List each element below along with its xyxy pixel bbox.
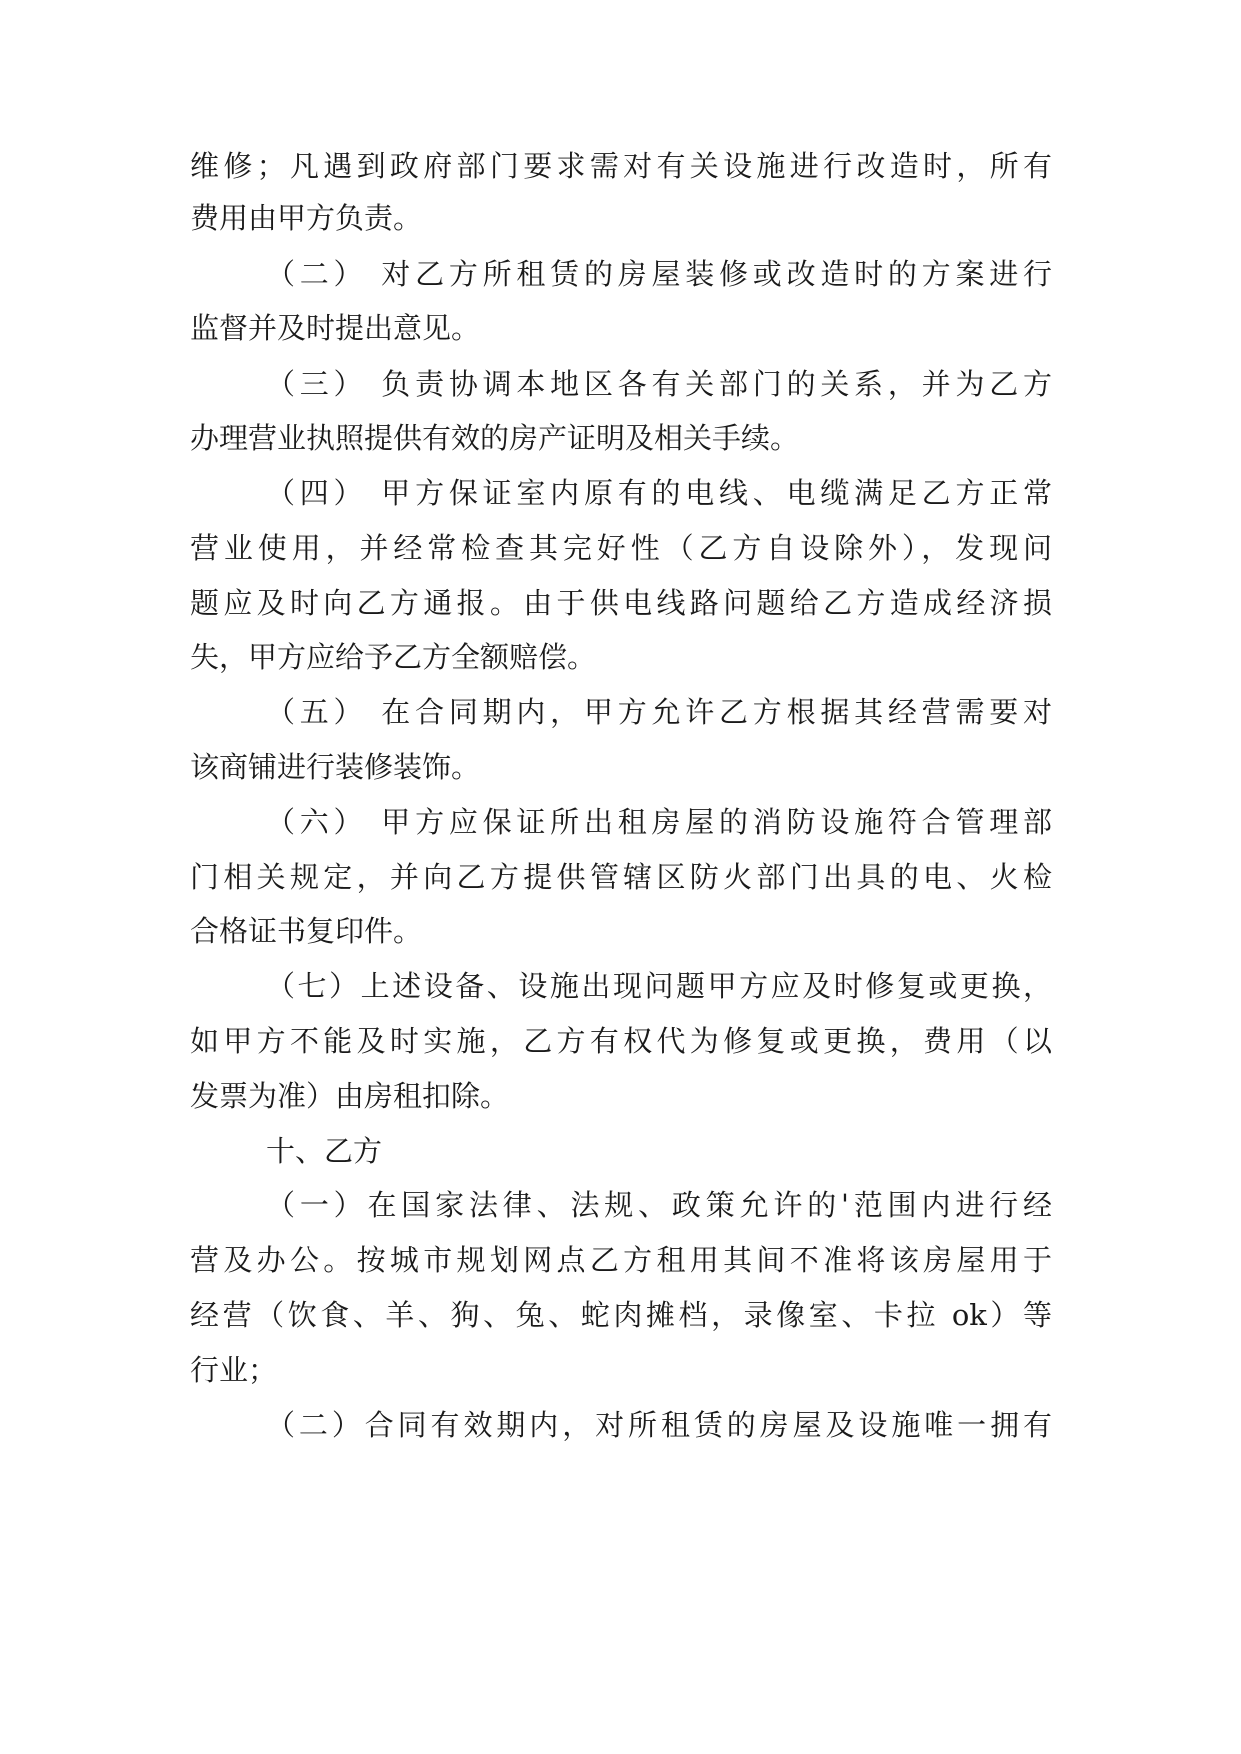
text-line: 营业使用，并经常检查其完好性（乙方自设除外），发现问 [190, 531, 1052, 565]
text-line: 费用由甲方负责。 [190, 201, 423, 235]
text-line: 维修；凡遇到政府部门要求需对有关设施进行改造时，所有 [190, 149, 1052, 183]
text-line: （五） 在合同期内，甲方允许乙方根据其经营需要对 [266, 695, 1052, 729]
text-line: （三） 负责协调本地区各有关部门的关系，并为乙方 [266, 367, 1052, 401]
section-heading: 十、乙方 [266, 1134, 383, 1168]
text-line: （二） 对乙方所租赁的房屋装修或改造时的方案进行 [266, 257, 1052, 291]
text-line: 门相关规定，并向乙方提供管辖区防火部门出具的电、火检 [190, 860, 1052, 894]
text-line: 发票为准）由房租扣除。 [190, 1079, 510, 1113]
text-line: 失，甲方应给予乙方全额赔偿。 [190, 640, 597, 674]
text-line: 办理营业执照提供有效的房产证明及相关手续。 [190, 421, 800, 455]
text-line: （七）上述设备、设施出现问题甲方应及时修复或更换， [266, 969, 1052, 1003]
text-line: 行业； [190, 1353, 278, 1387]
text-line: 经营（饮食、羊、狗、兔、蛇肉摊档，录像室、卡拉 ok）等 [190, 1298, 1052, 1332]
text-line: （二）合同有效期内，对所租赁的房屋及设施唯一拥有 [266, 1408, 1052, 1442]
text-line: 题应及时向乙方通报。由于供电线路问题给乙方造成经济损 [190, 586, 1052, 620]
text-line: 该商铺进行装修装饰。 [190, 750, 481, 784]
text-line: 监督并及时提出意见。 [190, 311, 481, 345]
text-line: 合格证书复印件。 [190, 914, 423, 948]
text-line: （一）在国家法律、法规、政策允许的'范围内进行经 [266, 1188, 1052, 1222]
text-line: 营及办公。按城市规划网点乙方租用其间不准将该房屋用于 [190, 1243, 1052, 1277]
text-line: 如甲方不能及时实施，乙方有权代为修复或更换，费用（以 [190, 1024, 1052, 1058]
text-line: （六） 甲方应保证所出租房屋的消防设施符合管理部 [266, 805, 1052, 839]
text-line: （四） 甲方保证室内原有的电线、电缆满足乙方正常 [266, 476, 1052, 510]
